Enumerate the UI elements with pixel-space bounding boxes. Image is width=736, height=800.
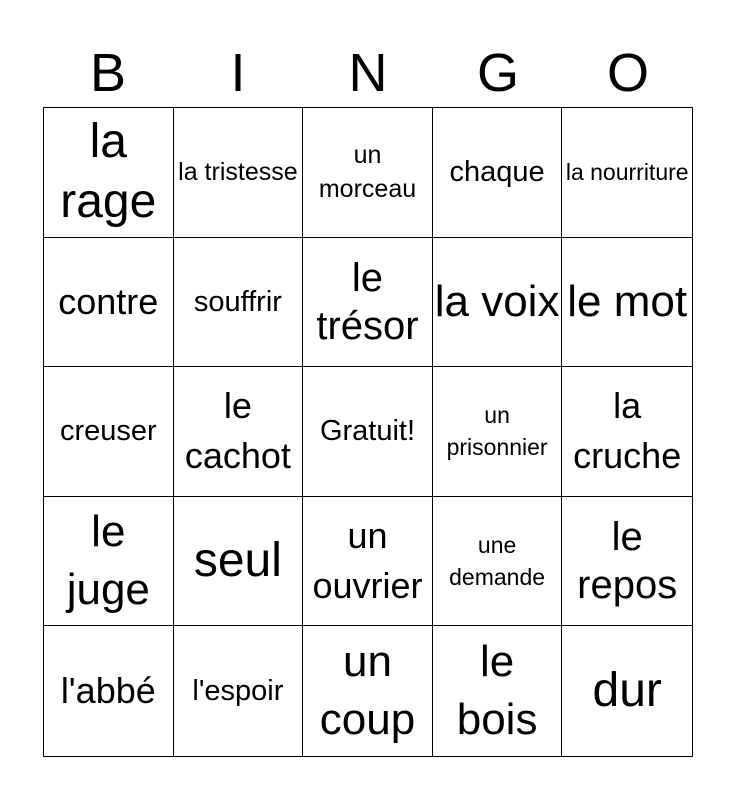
free-space-cell[interactable] [303, 367, 433, 497]
free-space-text: Gratuit! [319, 415, 416, 448]
bingo-cell[interactable] [562, 108, 692, 238]
bingo-cell[interactable] [433, 238, 563, 368]
bingo-cell[interactable] [44, 238, 174, 368]
cell-text: un coup [319, 637, 416, 745]
bingo-cell[interactable] [174, 367, 304, 497]
bingo-cell[interactable] [303, 626, 433, 756]
header-letter-i: I [230, 43, 246, 103]
header-letter-g: G [476, 43, 519, 103]
cell-text: le trésor [316, 255, 419, 348]
bingo-cell[interactable] [44, 626, 174, 756]
bingo-header [43, 40, 693, 106]
header-letter-n: N [348, 43, 388, 103]
cell-text: contre [58, 280, 159, 322]
cell-text: chaque [449, 156, 545, 189]
bingo-cell[interactable] [44, 497, 174, 627]
cell-text: le bois [456, 637, 538, 745]
cell-text: la tristesse [178, 158, 298, 187]
bingo-cell[interactable] [303, 497, 433, 627]
bingo-cell[interactable] [174, 238, 304, 368]
cell-text: une demande [449, 532, 546, 591]
cell-text: le juge [66, 507, 150, 615]
bingo-cell[interactable] [562, 238, 692, 368]
bingo-cell[interactable] [174, 108, 304, 238]
bingo-card [43, 107, 693, 757]
header-letter-o: O [606, 43, 649, 103]
bingo-cell[interactable] [433, 367, 563, 497]
cell-text: dur [592, 664, 662, 718]
bingo-cell[interactable] [433, 497, 563, 627]
cell-text: le mot [567, 276, 688, 326]
cell-text: la nourriture [565, 159, 689, 186]
cell-text: un ouvrier [312, 515, 423, 607]
bingo-cell[interactable] [562, 626, 692, 756]
bingo-cell[interactable] [562, 367, 692, 497]
cell-text: l'espoir [192, 675, 284, 708]
bingo-cell[interactable] [174, 497, 304, 627]
cell-text: un prisonnier [446, 402, 548, 461]
cell-text: l'abbé [60, 670, 156, 712]
cell-text: seul [193, 534, 282, 588]
header-letter-b: B [89, 43, 127, 103]
bingo-cell[interactable] [303, 108, 433, 238]
bingo-cell[interactable] [303, 238, 433, 368]
cell-text: le cachot [184, 385, 291, 477]
bingo-cell[interactable] [174, 626, 304, 756]
bingo-cell[interactable] [433, 108, 563, 238]
cell-text: un morceau [318, 141, 417, 204]
cell-text: la voix [434, 276, 560, 326]
cell-text: le repos [577, 515, 678, 608]
cell-text: la cruche [573, 385, 682, 477]
cell-text: souffrir [193, 285, 282, 318]
bingo-cell[interactable] [44, 108, 174, 238]
bingo-cell[interactable] [433, 626, 563, 756]
cell-text: la rage [60, 115, 157, 229]
bingo-cell[interactable] [562, 497, 692, 627]
cell-text: creuser [59, 415, 157, 448]
bingo-cell[interactable] [44, 367, 174, 497]
